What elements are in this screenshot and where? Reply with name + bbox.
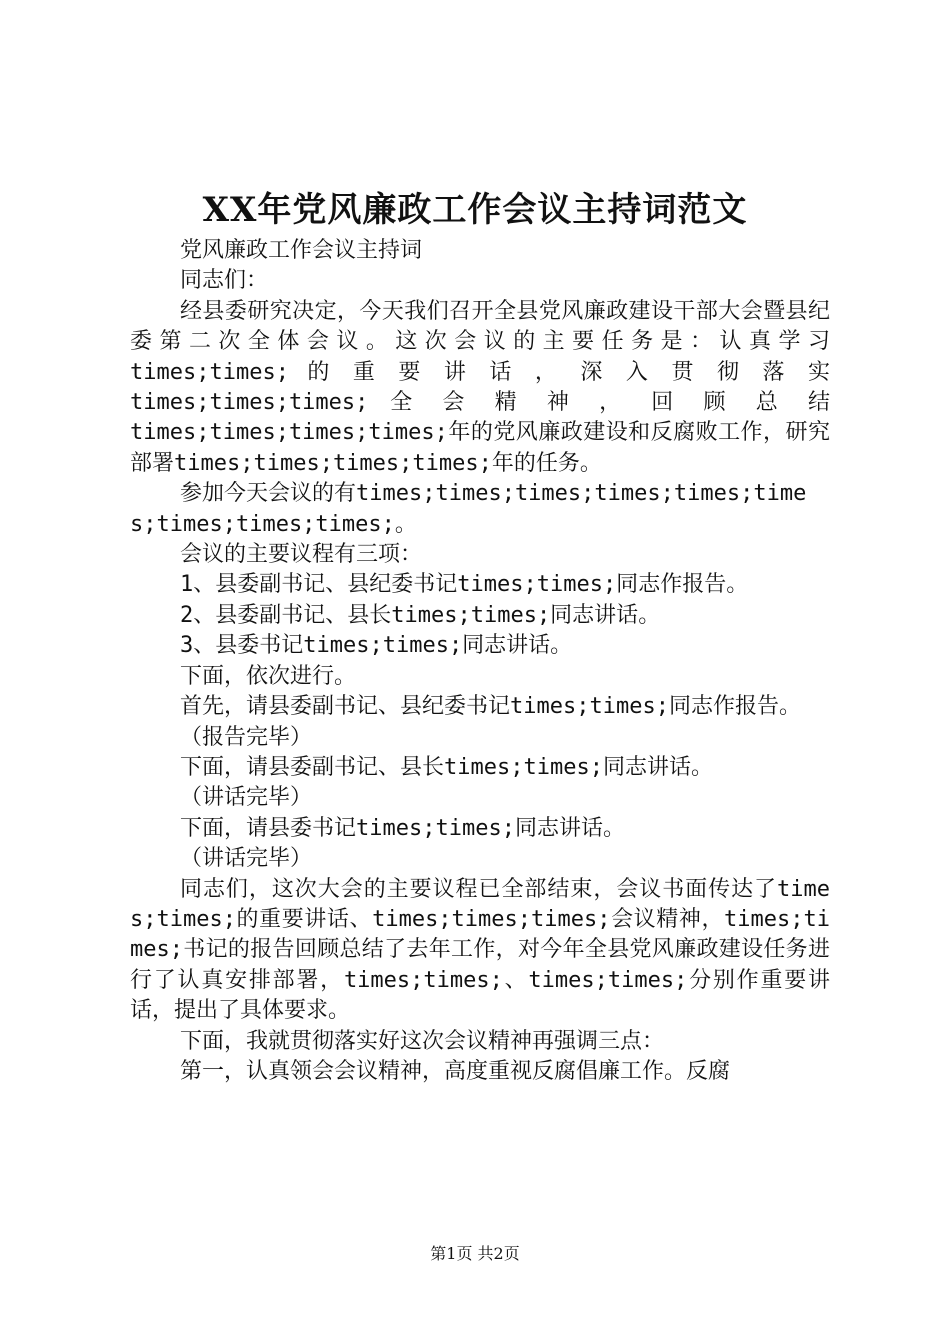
- paragraph-subtitle: 党风廉政工作会议主持词: [180, 238, 423, 263]
- paragraph-attendees: 参加今天会议的有times;times;times;times;times;times;times;times;times;。: [130, 481, 807, 537]
- paragraph-report-done: （报告完毕）: [180, 724, 313, 750]
- paragraph-emphasis: 下面，我就贯彻落实好这次会议精神再强调三点：: [180, 1028, 665, 1054]
- paragraph-second-speech: 下面，请县委副书记、县长times;times;同志讲话。: [180, 754, 713, 780]
- paragraph-intro: 经县委研究决定，今天我们召开全县党风廉政建设干部大会暨县纪委第二次全体会议。这次会议的主要任务是：认真学习 times;times; 的 重 要 讲 话 ， 深 入 贯 彻 落 实 times;times;times; 全 会 精 神 ， 回 顾 总 结 times;times;times;times;年的党风廉政建设和反腐败工作，研究部署times;times;times;times;年的任务。: [130, 298, 830, 476]
- paragraph-first-report: 首先，请县委副书记、县纪委书记times;times;同志作报告。: [180, 694, 801, 720]
- paragraph-speech-done-2: （讲话完毕）: [180, 846, 313, 872]
- paragraph-summary: 同志们，这次大会的主要议程已全部结束，会议书面传达了times;times;的重要讲话、times;times;times;会议精神，times;times;书记的报告回顾总结了去年工作，对今年全县党风廉政建设任务进行了认真安排部署，times;times;、times;times;分别作重要讲话，提出了具体要求。: [130, 876, 830, 1024]
- page-footer: 第1页 共2页: [430, 1244, 520, 1263]
- document-title: XX年党风廉政工作会议主持词范文: [202, 190, 748, 230]
- agenda-item-2: 2、县委副书记、县长times;times;同志讲话。: [180, 602, 661, 628]
- document-body: [130, 236, 830, 1087]
- paragraph-salutation: 同志们：: [180, 268, 269, 294]
- paragraph-point-one: 第一，认真领会会议精神，高度重视反腐倡廉工作。反腐: [180, 1058, 731, 1084]
- agenda-item-1: 1、县委副书记、县纪委书记times;times;同志作报告。: [180, 572, 749, 598]
- paragraph-third-speech: 下面，请县委书记times;times;同志讲话。: [180, 815, 625, 841]
- paragraph-proceed: 下面，依次进行。: [180, 663, 357, 689]
- agenda-item-3: 3、县委书记times;times;同志讲话。: [180, 633, 573, 659]
- paragraph-speech-done-1: （讲话完毕）: [180, 785, 313, 811]
- paragraph-agenda-heading: 会议的主要议程有三项：: [180, 542, 423, 568]
